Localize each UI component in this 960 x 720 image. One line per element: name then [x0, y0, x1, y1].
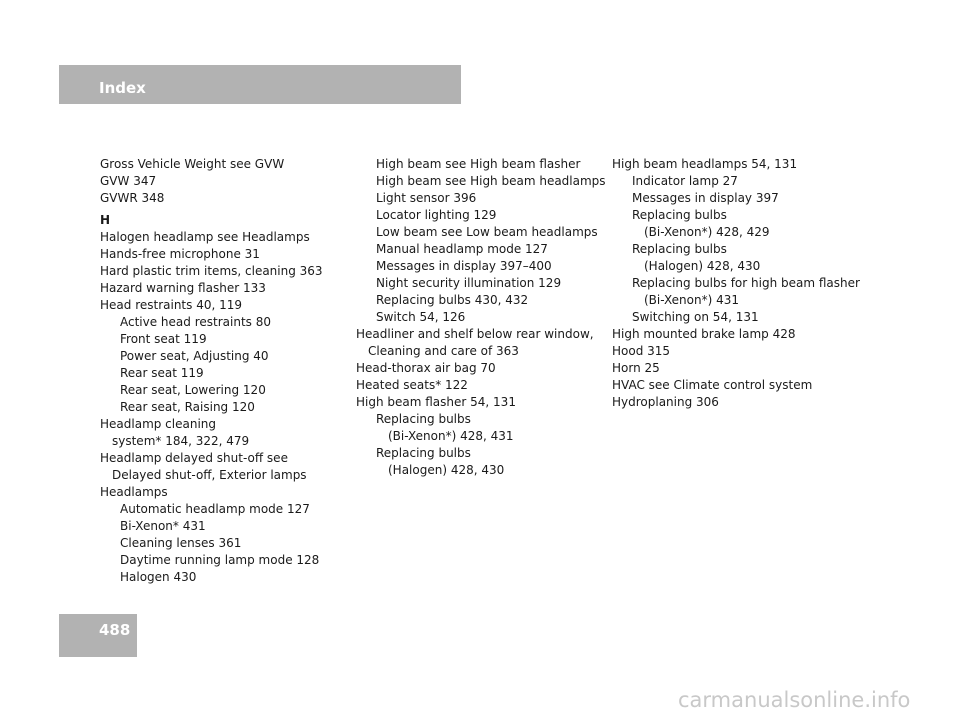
index-entry: Front seat 119 — [120, 332, 207, 346]
index-entry: Headlamp delayed shut-off see — [100, 451, 288, 465]
index-entry: Cleaning lenses 361 — [120, 536, 242, 550]
index-entry: Rear seat, Raising 120 — [120, 400, 255, 414]
index-entry: (Bi-Xenon*) 431 — [644, 293, 739, 307]
index-entry: Daytime running lamp mode 128 — [120, 553, 320, 567]
index-entry: Head-thorax air bag 70 — [356, 361, 496, 375]
index-entry: GVW 347 — [100, 174, 157, 188]
index-entry: Locator lighting 129 — [376, 208, 497, 222]
index-entry: Head restraints 40, 119 — [100, 298, 243, 312]
index-column-3 — [612, 156, 912, 411]
index-entry: Low beam see Low beam headlamps — [376, 225, 598, 239]
watermark: carmanualsonline.info — [678, 688, 911, 712]
index-entry: Replacing bulbs — [632, 208, 727, 222]
index-entry: Light sensor 396 — [376, 191, 477, 205]
index-entry: Headlamp cleaning — [100, 417, 217, 431]
index-entry: Night security illumination 129 — [376, 276, 562, 290]
index-entry: Replacing bulbs — [376, 446, 471, 460]
index-entry: Switch 54, 126 — [376, 310, 466, 324]
index-entry: High beam headlamps 54, 131 — [612, 157, 798, 171]
index-entry: Automatic headlamp mode 127 — [120, 502, 310, 516]
index-entry: Replacing bulbs for high beam flasher — [632, 276, 860, 290]
index-entry: Headliner and shelf below rear window, — [356, 327, 594, 341]
index-entry: High mounted brake lamp 428 — [612, 327, 796, 341]
index-entry: Manual headlamp mode 127 — [376, 242, 548, 256]
index-entry: Power seat, Adjusting 40 — [120, 349, 269, 363]
index-entry: Hydroplaning 306 — [612, 395, 719, 409]
index-entry: Messages in display 397 — [632, 191, 779, 205]
index-entry: Indicator lamp 27 — [632, 174, 738, 188]
index-entry: Delayed shut-off, Exterior lamps — [112, 468, 307, 482]
index-entry: Hard plastic trim items, cleaning 363 — [100, 264, 323, 278]
index-entry: Bi-Xenon* 431 — [120, 519, 206, 533]
index-entry: (Bi-Xenon*) 428, 429 — [644, 225, 770, 239]
index-entry: system* 184, 322, 479 — [112, 434, 250, 448]
index-entry: (Bi-Xenon*) 428, 431 — [388, 429, 514, 443]
index-column-1 — [100, 156, 350, 586]
index-entry: Replacing bulbs 430, 432 — [376, 293, 529, 307]
index-entry: Cleaning and care of 363 — [368, 344, 519, 358]
index-column-2 — [356, 156, 606, 479]
index-entry: Hazard warning flasher 133 — [100, 281, 266, 295]
index-entry: Replacing bulbs — [632, 242, 727, 256]
index-entry: High beam see High beam flasher — [376, 157, 581, 171]
index-entry: Halogen headlamp see Headlamps — [100, 230, 310, 244]
index-entry: (Halogen) 428, 430 — [388, 463, 505, 477]
index-entry: Switching on 54, 131 — [632, 310, 759, 324]
index-entry: Halogen 430 — [120, 570, 197, 584]
index-entry: Replacing bulbs — [376, 412, 471, 426]
index-entry: GVWR 348 — [100, 191, 165, 205]
index-entry: Rear seat, Lowering 120 — [120, 383, 266, 397]
index-entry: HVAC see Climate control system — [612, 378, 813, 392]
index-entry: Hands-free microphone 31 — [100, 247, 260, 261]
index-entry: (Halogen) 428, 430 — [644, 259, 761, 273]
index-entry: Rear seat 119 — [120, 366, 204, 380]
page-title: Index — [99, 79, 146, 97]
index-entry: Heated seats* 122 — [356, 378, 468, 392]
index-entry: Headlamps — [100, 485, 168, 499]
index-entry: Active head restraints 80 — [120, 315, 271, 329]
index-entry: High beam flasher 54, 131 — [356, 395, 516, 409]
index-entry: Gross Vehicle Weight see GVW — [100, 157, 285, 171]
index-entry: Hood 315 — [612, 344, 671, 358]
index-entry: High beam see High beam headlamps — [376, 174, 606, 188]
page-number: 488 — [99, 621, 131, 639]
index-entry: Messages in display 397–400 — [376, 259, 552, 273]
index-section-letter: H — [100, 213, 111, 227]
index-entry: Horn 25 — [612, 361, 660, 375]
